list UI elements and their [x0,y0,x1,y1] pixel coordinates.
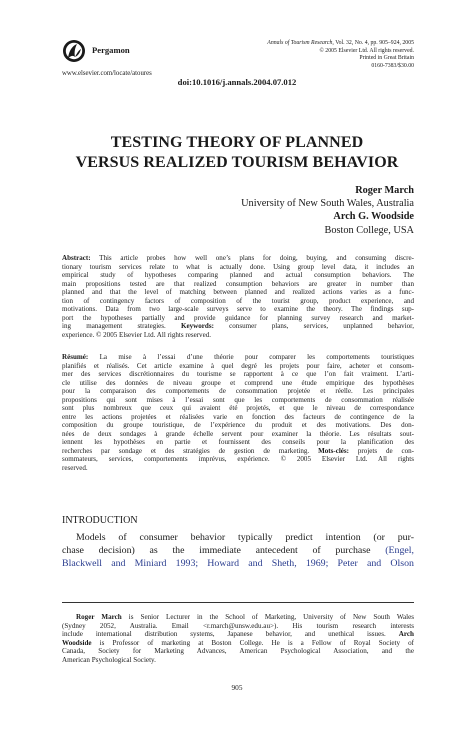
abstract-line: motivations. Data from two large-scale surveys serve to examine the theory. The findings sup- [62,305,414,313]
pergamon-logo-icon [62,38,86,64]
abstract-line: empirical study of hypotheses comparing planned and actual consumption behaviors. The [62,271,414,279]
resume [62,353,414,472]
title-line-2: VERSUS REALIZED TOURISM BEHAVIOR [75,154,399,171]
resume-line: cle utilise des données de niveau groupe et comprend une étude empirique des hypothèses [62,378,414,387]
resume-line: reserved. [62,463,88,472]
author-name: Roger March [355,185,414,196]
abstract-line: experience. © 2005 Elsevier Ltd. All rights reserved. [62,330,211,339]
resume-line: mer des services discrétionnaires du tourisme se rapportent à ce que l’on fait vraiment. L’arti- [62,370,414,378]
keywords-label: Keywords: [181,322,214,330]
section-heading-introduction: INTRODUCTION [62,515,138,526]
journal-citation [184,40,414,48]
resume-label: Résumé: [62,353,89,361]
author-affiliation: University of New South Wales, Australia [241,198,414,210]
resume-line: sommateurs, services, comportements imprévus, expérience. © 2005 Elsevier Ltd. All rights [62,455,414,463]
publisher-url[interactable]: www.elsevier.com/locate/atoures [62,70,152,77]
footnote-author-name: Arch [398,630,414,639]
resume-line: recherches par sondage et des stratégies de gestion de marketing. Mots-clés: projets de con- [62,446,414,455]
footnote-line: (Sydney 2052, Australia. Email <r.march@unsw.edu.au>). His tourism research interests [62,621,414,630]
abstract-line: Abstract: This article probes how well one’s plans for doing, buying, and consuming discre- [62,254,414,262]
resume-line: iennent les hypothèses en partie et fournissent des conseils pour la planification des [62,438,414,446]
citation-link[interactable]: Blackwell and Miniard 1993; Howard and Sheth, 1969; Peter and Olson [62,558,414,570]
page-number: 905 [231,683,243,692]
publisher-name: Pergamon [92,45,130,55]
introduction-paragraph [62,531,414,571]
abstract-line: tionary tourism services relate to what is actually done. Using group level data, it includes an [62,262,414,271]
abstract [62,254,414,339]
intro-line: chase decision) as the immediate antecedent of purchase (Engel, [62,545,414,557]
footnote-line: Woodside is Professor of marketing at Boston College. He is a Fellow of Royal Society of [62,638,414,647]
footnote-line: Canada, Society for Marketing Advances, American Psychological Association, and the [62,647,414,656]
printed-line: Printed in Great Britain [359,55,414,62]
abstract-line: ing management strategies. Keywords: consumer plans, services, unplanned behavior, [62,322,415,330]
resume-line: propositions qui sont mises à l’essai sont que les comportements de consommation réalisée [62,395,414,404]
abstract-line: port the hypotheses partially and provide guidance for planning survey research and market- [62,313,414,322]
copyright-line: © 2005 Elsevier Ltd. All rights reserved. [319,47,414,54]
resume-line: Résumé: La mise à l’essai d’une théorie pour comparer les comportements touristiques [62,353,414,361]
author-footnote [62,602,414,665]
keywords: consumer plans, services, unplanned behavior, [229,322,415,330]
title-line-1: TESTING THEORY OF PLANNED [110,134,364,151]
journal-title: Annals of Tourism Research, [267,40,334,46]
journal-volume: Vol. 32, No. 4, pp. 905–924, 2005 [333,40,414,46]
journal-info [184,40,414,70]
resume-line: pour la comparaison des comportements de consommation projetée et réelle. Les principales [62,387,414,395]
abstract-label: Abstract: [62,254,91,262]
resume-line: nées de deux sondages à grande échelle servent pour examiner la théorie. Les résultats sout- [62,429,414,438]
intro-line: Models of consumer behavior typically predict intention (or pur- [76,532,414,543]
footnote-line: Roger March is Senior Lecturer in the School of Marketing, University of New South Wales [76,613,415,621]
author-name: Arch G. Woodside [333,211,414,223]
resume-line: sont plus nombreux que ceux qui avaient été projetés, et que le niveau de correspondance [62,404,414,412]
resume-line: entre les actions projetées et réalisées varie en fonction des facteurs de contingence de la [62,412,414,421]
footnote-line: include international distribution systems, Japanese behavior, and unethical issues. Arch [62,630,414,639]
motscles-label: Mots-clés: [318,446,349,455]
footnote-author-name: Woodside [62,638,92,647]
doi-link[interactable]: doi:10.1016/j.annals.2004.07.012 [177,77,297,87]
issn-code: 0160-7383/$30.00 [371,62,414,69]
author-block [114,184,414,237]
footnote-author-name: Roger March [76,613,122,621]
article-title [0,133,474,173]
abstract-line: tion of contingency factors of composition of the tourist group, product experience, and [62,296,414,305]
citation-link[interactable]: (Engel, [385,545,414,557]
abstract-line: main propositions tested are that realized consumption behaviors are greater in number than [62,279,414,288]
intro-line [62,557,414,570]
author-affiliation: Boston College, USA [324,224,414,236]
resume-line: composition du groupe touristique, de l’expérience du produit et des motivations. Des don- [62,421,414,429]
resume-line: planifiés et réalisés. Cet article examine à quel degré les projets pour faire, acheter et consom- [62,361,414,370]
abstract-line: planned and that the level of matching between planned and realized actions varies as a func- [62,288,414,296]
footnote-line: American Psychological Society. [62,655,156,664]
